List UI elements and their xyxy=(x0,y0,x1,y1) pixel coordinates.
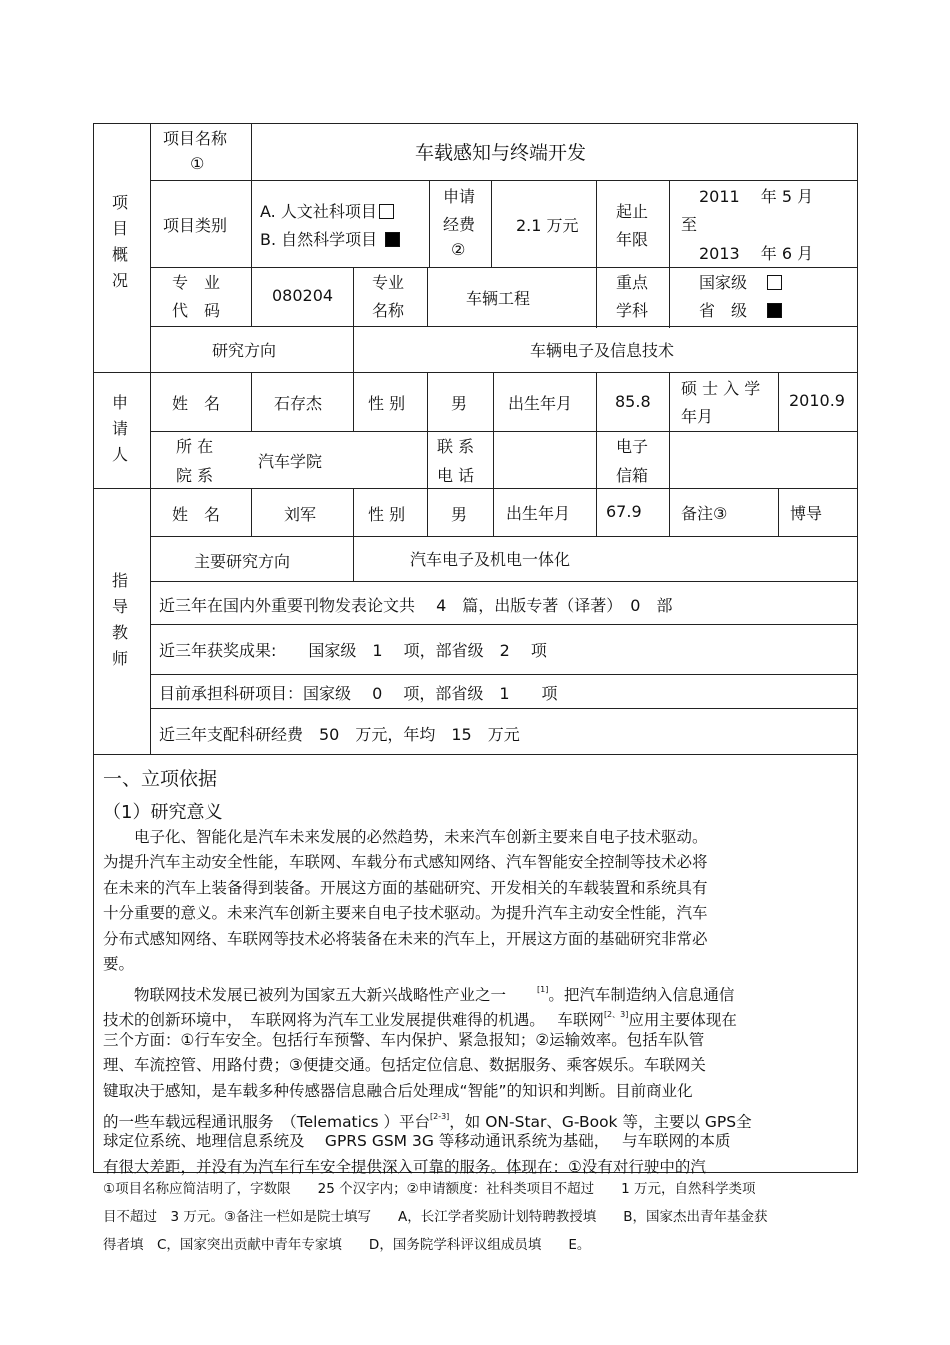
category-option-a xyxy=(260,199,394,222)
level-provincial xyxy=(699,298,782,321)
research-direction: 车辆电子及信息技术 xyxy=(530,341,675,360)
advisor-papers: 近三年在国内外重要刊物发表论文共 4 篇，出版专著（译著） 0 部 xyxy=(159,596,673,615)
heading-research-significance: （1）研究意义 xyxy=(103,802,223,823)
section-divider xyxy=(93,488,858,489)
section-label-advisor: 指导教师 xyxy=(111,571,128,668)
cell-divider xyxy=(669,180,670,328)
row-divider xyxy=(150,674,858,675)
paragraph-line: 要。 xyxy=(103,954,135,973)
cell-divider xyxy=(353,372,354,432)
text-run: 。把汽车制造纳入信息通信 xyxy=(548,986,735,1004)
paragraph-line: 球定位系统、地理信息系统及 GPRS GSM 3G 等移动通讯系统为基础， 与车联网的本质 xyxy=(103,1132,731,1151)
section-label-overview: 项目概况 xyxy=(111,193,128,290)
major-name: 车辆工程 xyxy=(466,289,531,308)
paragraph-2 xyxy=(103,977,863,1180)
footnotes xyxy=(103,1175,863,1259)
applicant-birth-label: 出生年月 xyxy=(508,394,573,413)
category-option-b xyxy=(260,227,400,250)
advisor-gender: 男 xyxy=(451,505,468,524)
row-divider xyxy=(150,180,858,181)
cell-divider xyxy=(251,488,252,537)
cell-divider xyxy=(427,488,428,537)
paragraph-line xyxy=(103,977,863,1002)
applicant-phone-label-2: 电 话 xyxy=(437,466,475,485)
project-name-label-1: 项目名称 xyxy=(163,129,228,148)
paragraph-line: 在未来的汽车上装备得到装备。开展这方面的基础研究、开发相关的车载装置和系统具有 xyxy=(103,878,708,897)
heading-project-basis: 一、立项依据 xyxy=(103,768,218,790)
cell-divider xyxy=(150,488,151,755)
paragraph-line xyxy=(103,1002,863,1030)
applicant-gender: 男 xyxy=(451,394,468,413)
footnote-line: 目不超过 3 万元。③备注一栏如是院士填写 A，长江学者奖励计划特聘教授填 B，国家杰出青年基金获 xyxy=(103,1209,768,1225)
text-run: 应用主要体现在 xyxy=(628,1011,737,1030)
paragraph-line: 三个方面：①行车安全。包括行车预警、车内保护、紧急报知；②运输效率。包括车队管 xyxy=(103,1030,705,1049)
major-name-label-2: 名称 xyxy=(372,301,405,320)
advisor-note-label: 备注③ xyxy=(681,504,728,523)
cell-divider xyxy=(429,180,430,268)
applicant-gender-label: 性 别 xyxy=(368,394,406,413)
applicant-dept-label-2: 院 系 xyxy=(176,466,214,485)
applicant-enroll: 2010.9 xyxy=(789,391,845,410)
applicant-enroll-label-1: 硕 士 入 学 xyxy=(681,379,761,398)
category-option-a-label: A. 人文社科项目 xyxy=(260,202,377,221)
cell-divider xyxy=(427,267,428,327)
footnote-line: 得者填 C，国家突出贡献中青年专家填 D，国务院学科评议组成员填 E。 xyxy=(103,1237,591,1253)
key-subject-label-2: 学科 xyxy=(616,301,649,320)
advisor-birth: 67.9 xyxy=(606,502,642,521)
category-option-b-label: B. 自然科学项目 xyxy=(260,230,378,249)
advisor-projects: 目前承担科研项目：国家级 0 项，部省级 1 项 xyxy=(159,684,558,703)
text-run: ，如 ON-Star、G-Book 等，主要以 GPS全 xyxy=(449,1112,752,1131)
paragraph-line: 键取决于感知，是车载多种传感器信息融合后处理成“智能”的知识和判断。目前商业化 xyxy=(103,1081,693,1100)
table-border-left xyxy=(93,123,94,1173)
row-divider xyxy=(150,267,858,268)
paragraph-line: 有很大差距，并没有为汽车行车安全提供深入可靠的服务。体现在：①没有对行驶中的汽 xyxy=(103,1157,706,1176)
applicant-name-label: 姓 名 xyxy=(172,394,221,413)
funding-value: 2.1 万元 xyxy=(516,216,579,235)
cell-divider xyxy=(596,180,597,328)
funding-label-1: 申请 xyxy=(443,187,476,206)
cell-divider xyxy=(493,488,494,537)
paragraph-1 xyxy=(103,825,863,977)
cell-divider xyxy=(491,180,492,268)
advisor-awards: 近三年获奖成果: 国家级 1 项，部省级 2 项 xyxy=(159,641,547,660)
applicant-dept: 汽车学院 xyxy=(258,452,323,471)
applicant-email-label-2: 信箱 xyxy=(616,466,649,485)
cell-divider xyxy=(427,372,428,489)
category-b-checkbox[interactable] xyxy=(385,232,400,247)
advisor-name-label: 姓 名 xyxy=(172,505,221,524)
advisor-main-direction-label: 主要研究方向 xyxy=(194,552,291,571)
row-divider xyxy=(150,624,858,625)
text-run: 物联网技术发展已被列为国家五大新兴战略性产业之一 xyxy=(103,986,538,1004)
cell-divider xyxy=(596,488,597,537)
cell-divider xyxy=(778,372,779,432)
project-name: 车载感知与终端开发 xyxy=(415,142,587,164)
major-code: 080204 xyxy=(272,286,334,305)
row-divider xyxy=(150,326,858,327)
key-subject-label-1: 重点 xyxy=(616,273,649,292)
cell-divider xyxy=(251,372,252,432)
major-code-label-1: 专 业 xyxy=(172,273,221,292)
level-national-label: 国家级 xyxy=(699,273,748,292)
row-divider xyxy=(150,581,858,582)
applicant-phone-label-1: 联 系 xyxy=(437,437,475,456)
level-provincial-label: 省 级 xyxy=(699,301,748,320)
citation: [2、3] xyxy=(603,1010,629,1020)
paragraph-line: 电子化、智能化是汽车未来发展的必然趋势，未来汽车创新主要来自电子技术驱动。 xyxy=(103,828,708,846)
applicant-enroll-label-2: 年月 xyxy=(681,407,714,426)
period-to: 至 xyxy=(681,215,698,234)
applicant-name: 石存杰 xyxy=(274,394,323,413)
period-label-2: 年限 xyxy=(616,230,649,249)
text-run: 技术的创新环境中， 车联网将为汽车工业发展提供难得的机遇。 车联网 xyxy=(103,1011,604,1030)
period-end: 2013 年 6 月 xyxy=(699,244,814,263)
major-name-label-1: 专业 xyxy=(372,273,405,292)
paragraph-line: 分布式感知网络、车联网等技术必将装备在未来的汽车上，开展这方面的基础研究非常必 xyxy=(103,929,708,948)
funding-label-3: ② xyxy=(451,240,466,259)
section-label-applicant: 申请人 xyxy=(111,393,128,464)
citation: [1] xyxy=(537,985,549,994)
applicant-email-label-1: 电子 xyxy=(616,437,649,456)
cell-divider xyxy=(596,372,597,489)
row-divider xyxy=(150,431,858,432)
paragraph-line: 理、车流控管、用路付费；③便捷交通。包括定位信息、数据服务、乘客娱乐。车联网关 xyxy=(103,1056,706,1075)
cell-divider xyxy=(493,372,494,489)
footnote-line: ①项目名称应简洁明了，字数限 25 个汉字内；②申请额度：社科类项目不超过 1 万元，自然科学类项 xyxy=(103,1181,756,1197)
advisor-name: 刘军 xyxy=(284,505,317,524)
cell-divider xyxy=(251,123,252,326)
level-national xyxy=(699,270,782,293)
category-a-checkbox[interactable] xyxy=(379,204,394,219)
cell-divider xyxy=(669,488,670,537)
cell-divider xyxy=(669,372,670,489)
advisor-birth-label: 出生年月 xyxy=(506,504,571,523)
cell-divider xyxy=(778,488,779,537)
period-label-1: 起止 xyxy=(616,202,649,221)
cell-divider xyxy=(150,372,151,489)
level-provincial-checkbox[interactable] xyxy=(767,303,782,318)
period-start: 2011 年 5 月 xyxy=(699,187,814,206)
advisor-funds: 近三年支配科研经费 50 万元，年均 15 万元 xyxy=(159,725,520,744)
applicant-dept-label-1: 所 在 xyxy=(176,437,214,456)
paragraph-line: 十分重要的意义。未来汽车创新主要来自电子技术驱动。为提升汽车主动安全性能，汽车 xyxy=(103,904,708,923)
advisor-gender-label: 性 别 xyxy=(368,505,406,524)
citation: [2-3] xyxy=(429,1111,450,1121)
major-code-label-2: 代 码 xyxy=(172,301,221,320)
advisor-main-direction: 汽车电子及机电一体化 xyxy=(410,550,571,569)
paragraph-line xyxy=(103,1104,863,1129)
section-divider xyxy=(93,754,858,755)
project-name-label-2: ① xyxy=(190,154,205,173)
row-divider xyxy=(150,536,858,537)
level-national-checkbox[interactable] xyxy=(767,275,782,290)
applicant-birth: 85.8 xyxy=(615,392,651,411)
funding-label-2: 经费 xyxy=(443,215,476,234)
row-divider xyxy=(150,708,858,709)
research-direction-label: 研究方向 xyxy=(212,341,277,360)
text-run: 的一些车载远程通讯服务 （Telematics ）平台 xyxy=(103,1112,430,1131)
cell-divider xyxy=(353,267,354,372)
category-label: 项目类别 xyxy=(163,216,228,235)
table-border-top xyxy=(93,123,858,124)
paragraph-line: 为提升汽车主动安全性能，车联网、车载分布式感知网络、汽车智能安全控制等技术必将 xyxy=(103,853,708,872)
advisor-note: 博导 xyxy=(790,504,823,523)
cell-divider xyxy=(353,488,354,582)
section-divider xyxy=(93,372,858,373)
